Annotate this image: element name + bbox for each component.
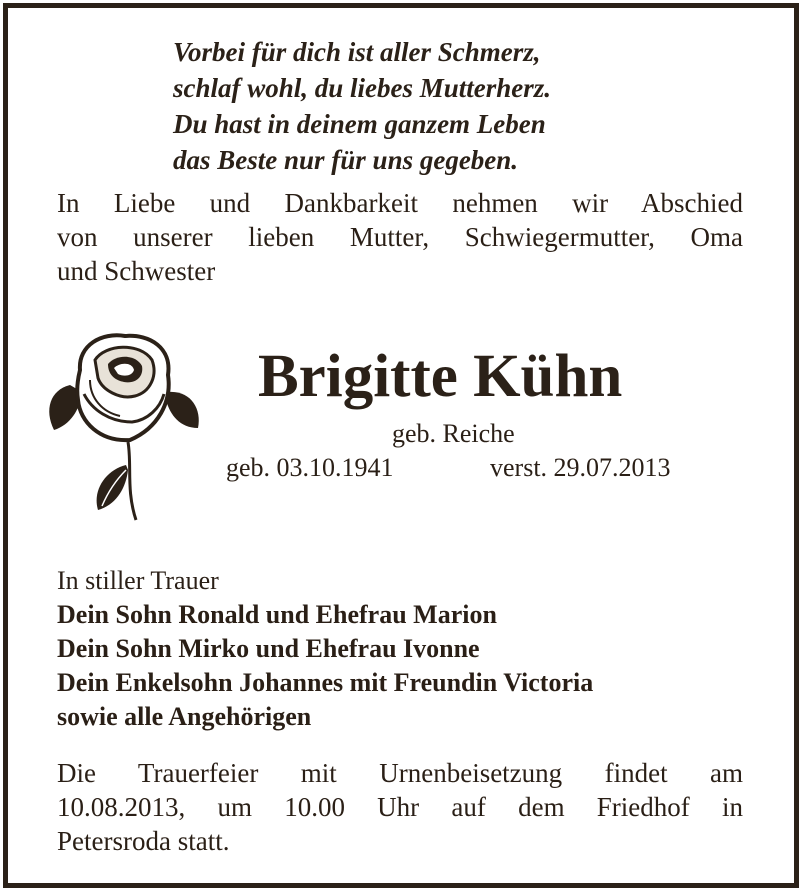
funeral-notice [57,756,743,858]
mourners [57,564,593,734]
intro-line: und Schwester [57,256,216,286]
mourners-heading: In stiller Trauer [57,566,219,595]
poem-line: schlaf wohl, du liebes Mutterherz. [173,73,552,103]
birth-date: geb. 03.10.1941 [226,453,394,482]
intro-text [57,186,743,288]
death-date: verst. 29.07.2013 [490,453,671,482]
poem-line: Du hast in deinem ganzem Leben [173,109,546,139]
rose-icon [40,330,205,525]
mourner-line: Dein Sohn Mirko und Ehefrau Ivonne [57,634,480,663]
intro-line: In Liebe und Dankbarkeit nehmen wir Abschied [57,188,743,218]
intro-line: von unserer lieben Mutter, Schwiegermutter, Oma [57,222,743,252]
poem-line: das Beste nur für uns gegeben. [173,145,519,175]
mourner-line: Dein Sohn Ronald und Ehefrau Marion [57,600,497,629]
deceased-name: Brigitte Kühn [258,343,623,410]
mourner-line: sowie alle Angehörigen [57,702,312,731]
birth-name: geb. Reiche [392,419,515,448]
poem [173,34,551,178]
funeral-line: 10.08.2013, um 10.00 Uhr auf dem Friedhof in [57,792,743,822]
funeral-line: Die Trauerfeier mit Urnenbeisetzung findet am [57,758,743,788]
mourner-line: Dein Enkelsohn Johannes mit Freundin Victoria [57,668,594,697]
funeral-line: Petersroda statt. [57,826,230,856]
poem-line: Vorbei für dich ist aller Schmerz, [173,37,541,67]
